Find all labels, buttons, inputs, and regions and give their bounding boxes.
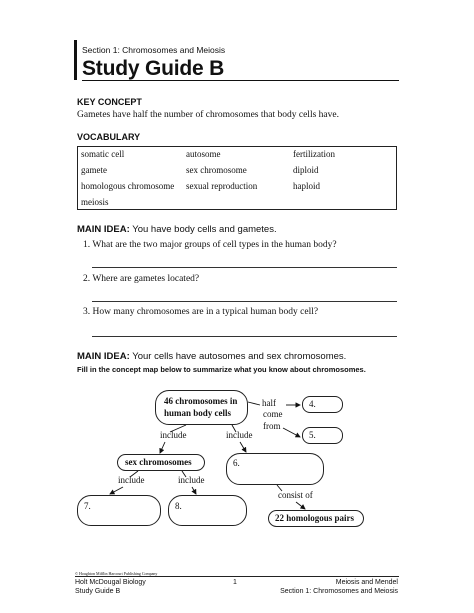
label-include-a: include: [118, 475, 145, 485]
label-include-b: include: [178, 475, 205, 485]
vocab-term: diploid: [293, 165, 319, 175]
arrow-to-homologous-pairs: [296, 502, 305, 509]
answer-box-5-label: 5.: [309, 430, 316, 440]
main-idea-text: You have body cells and gametes.: [132, 224, 277, 235]
node-46-chromosomes: [155, 390, 248, 425]
connector-root-half: [248, 402, 260, 405]
arrow-to-box5: [283, 428, 300, 437]
page-title: Study Guide B: [82, 57, 225, 80]
answer-box-7-label: 7.: [84, 501, 91, 511]
label-half: half: [262, 398, 276, 408]
answer-box-6[interactable]: [226, 453, 324, 485]
answer-box-4-label: 4.: [309, 399, 316, 409]
node-46-line2: human body cells: [164, 408, 232, 418]
node-sex-chromosomes-label: sex chromosomes: [125, 457, 192, 467]
answer-box-8[interactable]: [168, 495, 247, 526]
arrow-to-box8: [192, 487, 196, 494]
label-from: from: [263, 421, 281, 431]
vocab-term: haploid: [293, 181, 320, 191]
vocab-term: homologous chromosome: [81, 181, 175, 191]
vocab-term: somatic cell: [81, 149, 125, 159]
vocab-term: meiosis: [81, 197, 109, 207]
main-idea-label: MAIN IDEA:: [77, 224, 130, 235]
main-idea-label: MAIN IDEA:: [77, 351, 130, 362]
label-include-left: include: [160, 430, 187, 440]
arrow-to-box6: [240, 442, 246, 452]
footer-section: Section 1: Chromosomes and Meiosis: [280, 588, 398, 595]
node-homologous-pairs: [268, 510, 364, 527]
label-come: come: [263, 409, 283, 419]
answer-box-6-label: 6.: [233, 458, 240, 468]
answer-box-8-label: 8.: [175, 501, 182, 511]
node-sex-chromosomes: [117, 454, 205, 471]
answer-box-5[interactable]: [302, 427, 343, 444]
vocab-term: fertilization: [293, 149, 335, 159]
concept-map-instruction: Fill in the concept map below to summarize what you know about chromosomes.: [77, 365, 366, 374]
question-1: 1. What are the two major groups of cell types in the human body?: [83, 240, 337, 250]
footer-course: Holt McDougal Biology: [75, 579, 146, 586]
copyright-notice: © Houghton Mifflin Harcourt Publishing Company: [75, 571, 158, 576]
arrow-to-sex-chromosomes: [160, 442, 165, 453]
node-46-line1: 46 chromosomes in: [164, 396, 238, 406]
answer-box-7[interactable]: [77, 495, 161, 526]
key-concept-heading: KEY CONCEPT: [77, 97, 142, 107]
question-3: 3. How many chromosomes are in a typical human body cell?: [83, 307, 319, 317]
node-homologous-pairs-label: 22 homologous pairs: [275, 513, 355, 523]
question-2: 2. Where are gametes located?: [83, 274, 200, 284]
vocab-term: gamete: [81, 165, 107, 175]
label-include-right: include: [226, 430, 253, 440]
vocabulary-heading: VOCABULARY: [77, 132, 141, 142]
answer-box-4[interactable]: [302, 396, 343, 413]
vocab-term: autosome: [186, 149, 221, 159]
key-concept-text: Gametes have half the number of chromosomes that body cells have.: [77, 110, 339, 120]
footer-guide: Study Guide B: [75, 588, 121, 595]
label-consist-of: consist of: [278, 490, 313, 500]
page-number: 1: [233, 579, 237, 586]
vocab-term: sexual reproduction: [186, 181, 258, 191]
section-label: Section 1: Chromosomes and Meiosis: [82, 45, 226, 55]
arrow-to-box7: [110, 487, 123, 494]
footer-rule: [75, 576, 399, 577]
main-idea-text: Your cells have autosomes and sex chromosomes.: [132, 351, 347, 362]
vocab-term: sex chromosome: [186, 165, 247, 175]
footer-chapter: Meiosis and Mendel: [335, 579, 398, 586]
